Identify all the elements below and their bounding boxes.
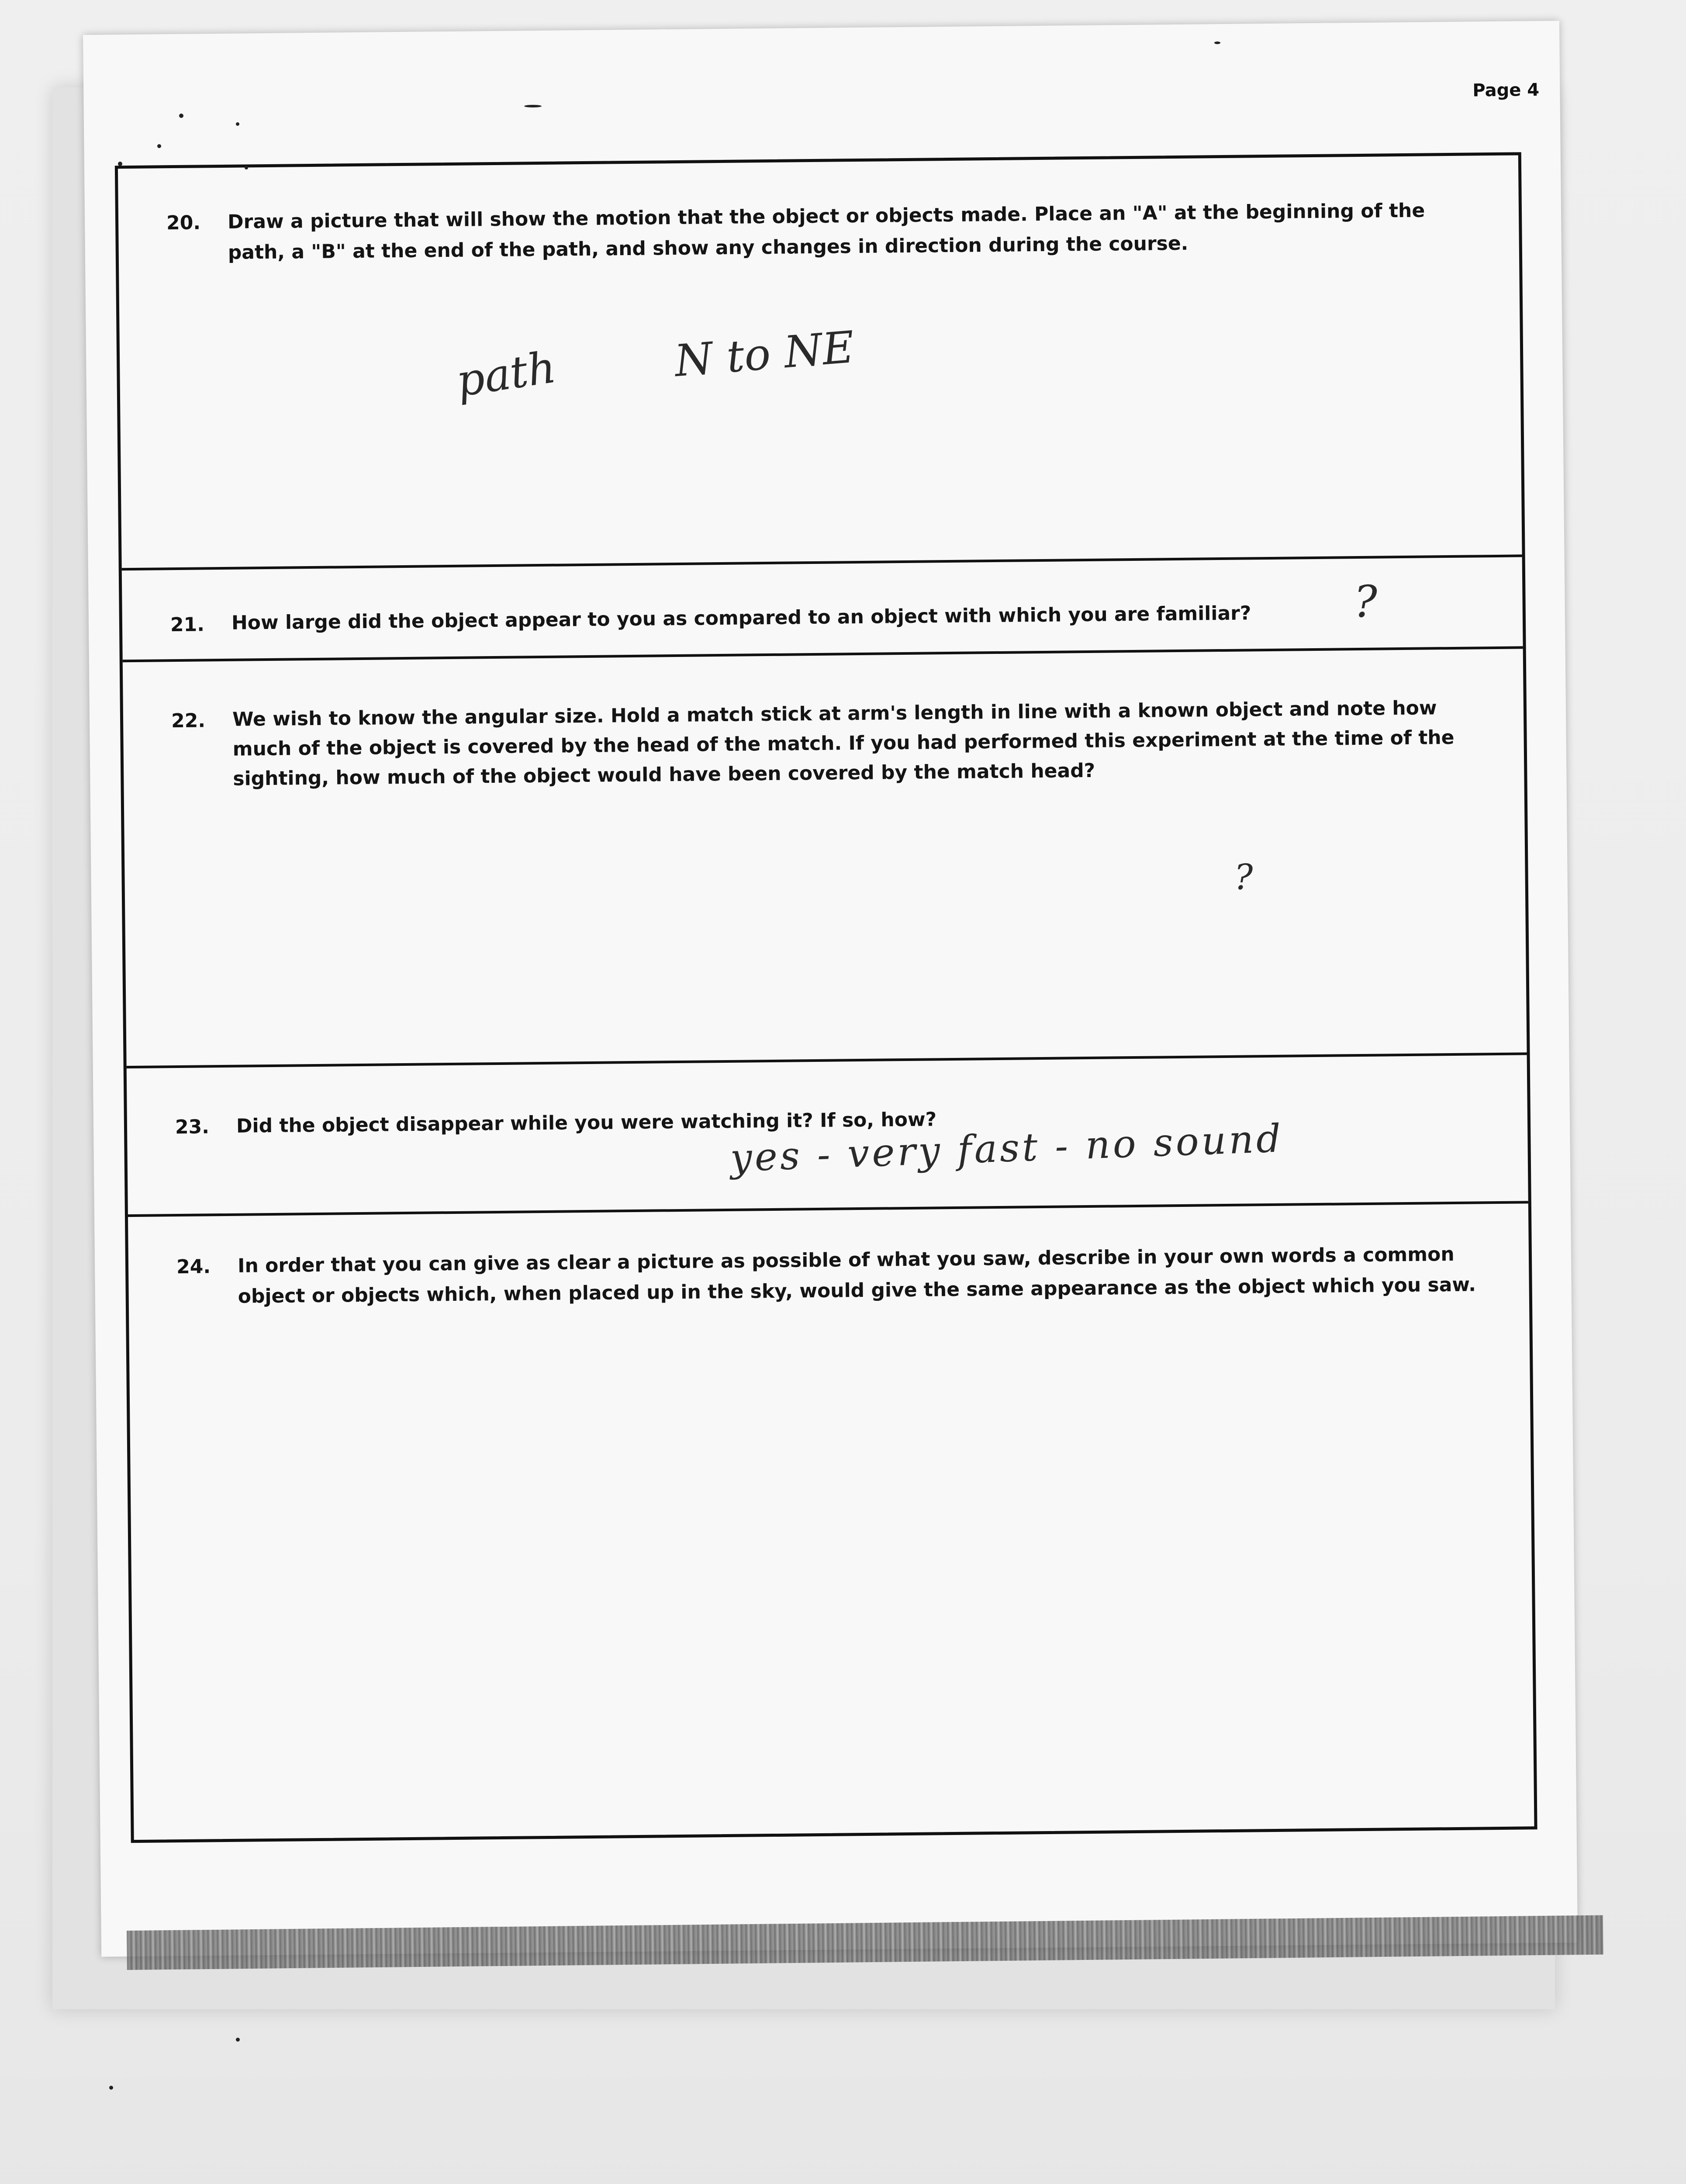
question-number: 21. bbox=[170, 613, 205, 636]
question-text: How large did the object appear to you as compared to an object with which you are familiar? bbox=[231, 602, 1251, 634]
page-number: Page 4 bbox=[1472, 80, 1540, 101]
handwritten-answer: ? bbox=[1354, 576, 1378, 628]
question-22 bbox=[123, 649, 1527, 1068]
question-20 bbox=[118, 155, 1522, 570]
form-page bbox=[83, 21, 1578, 1957]
question-text: We wish to know the angular size. Hold a match stick at arm's length in line with a known object and note how much of the object is covered by the head of the match. If you had performed this experiment at the time of the sighting, how much of the object would have been covered by the match head? bbox=[232, 697, 1455, 790]
question-text: Draw a picture that will show the motion that the object or objects made. Place an "A" at the beginning of the path, a "B" at the end of the path, and show any changes in direction during the course. bbox=[227, 199, 1425, 264]
scan-speck bbox=[157, 144, 161, 148]
question-23 bbox=[127, 1055, 1528, 1217]
scan-speck bbox=[236, 2038, 240, 2042]
scan-speck bbox=[179, 114, 183, 118]
questionnaire-form bbox=[115, 152, 1537, 1843]
question-text: Did the object disappear while you were watching it? If so, how? bbox=[236, 1108, 937, 1137]
question-21 bbox=[122, 557, 1523, 662]
question-number: 24. bbox=[176, 1255, 211, 1279]
handwritten-answer: N to NE bbox=[673, 321, 857, 387]
handwritten-answer: ? bbox=[1234, 857, 1253, 898]
handwritten-answer: yes - very fast - no sound bbox=[729, 1116, 1284, 1181]
question-text: In order that you can give as clear a picture as possible of what you saw, describe in your own words a common object or objects which, when placed up in the sky, would give the same appearance as the object which you saw. bbox=[237, 1243, 1476, 1308]
question-number: 22. bbox=[171, 709, 206, 733]
handwritten-answer: path bbox=[453, 341, 560, 407]
scan-speck bbox=[245, 166, 248, 169]
question-24 bbox=[128, 1203, 1534, 1842]
scan-speck bbox=[236, 122, 239, 126]
scan-speck bbox=[118, 162, 122, 166]
scan-speck bbox=[1214, 41, 1220, 44]
question-number: 23. bbox=[175, 1116, 210, 1139]
question-number: 20. bbox=[166, 211, 201, 235]
scan-speck bbox=[524, 105, 542, 107]
scan-speck bbox=[109, 2086, 113, 2090]
